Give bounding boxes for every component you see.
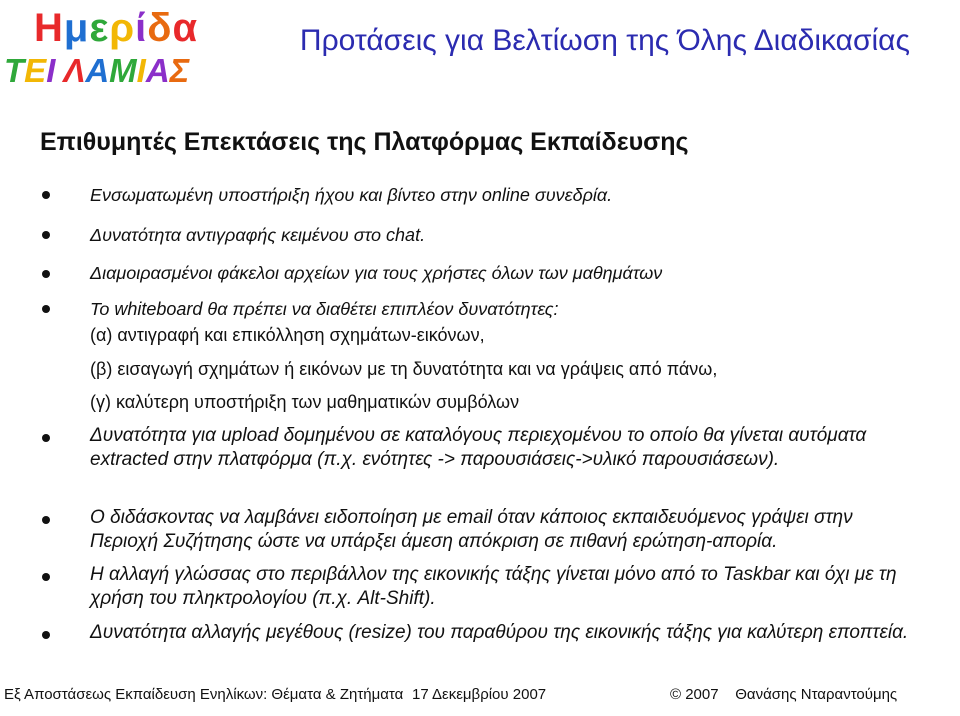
bullet-dot [42, 573, 50, 581]
footer-copyright: © 2007 Θανάσης Νταραντούμης [670, 686, 898, 703]
slide-title: Προτάσεις για Βελτίωση της Όλης Διαδικασίας [299, 24, 910, 57]
list-item-language: Η αλλαγή γλώσσας στο περιβάλλον της εικονικής τάξης γίνεται μόνο από το Taskbar και όχι με τη χρήση του πληκτρολογίου (π.χ. Alt-Shift). [90, 564, 897, 609]
section-heading: Επιθυμητές Επεκτάσεις της Πλατφόρμας Εκπαίδευσης [40, 128, 689, 156]
list-item-email-notify: Ο διδάσκοντας να λαμβάνει ειδοποίηση με email όταν κάποιος εκπαιδευόμενος γράψει στην Περιοχή Συζήτησης ώστε να υπάρξει άμεση απόκριση σε πιθανή ερώτηση-απορία. [90, 507, 853, 552]
logo-bottom-text: ΤΕΙ ΛΑΜΙΑΣ [4, 52, 190, 89]
list-item-av-support: Ενσωματωμένη υποστήριξη ήχου και βίντεο στην online συνεδρία. [90, 185, 613, 205]
list-item-shared-folders: Διαμοιρασμένοι φάκελοι αρχείων για τους χρήστες όλων των μαθημάτων [90, 263, 663, 283]
event-logo [4, 6, 254, 90]
footer-date: 17 Δεκεμβρίου 2007 [412, 686, 547, 703]
bullet-dot [42, 434, 50, 442]
list-item-chat-copy: Δυνατότητα αντιγραφής κειμένου στο chat. [90, 225, 426, 245]
bullet-dot [42, 231, 50, 239]
bullet-dot [42, 191, 50, 199]
bullet-dot [42, 516, 50, 524]
bullet-dot [42, 270, 50, 278]
list-item-whiteboard: Το whiteboard θα πρέπει να διαθέτει επιπλέον δυνατότητες: [90, 299, 559, 319]
bullet-dot [42, 305, 50, 313]
list-item-upload: Δυνατότητα για upload δομημένου σε καταλόγους περιεχομένου το οποίο θα γίνεται αυτόματα extracted στην πλατφόρμα (π.χ. ενότητες -> παρουσιάσεις->υλικό παρουσιάσεων). [90, 425, 867, 470]
sub-item-c: (γ) καλύτερη υποστήριξη των μαθηματικών συμβόλων [90, 392, 520, 412]
sub-item-b: (β) εισαγωγή σχημάτων ή εικόνων με τη δυνατότητα και να γράψεις από πάνω, [90, 359, 718, 379]
sub-item-a: (α) αντιγραφή και επικόλληση σχημάτων-εικόνων, [90, 325, 485, 345]
bullet-dot [42, 631, 50, 639]
logo-top-text: Ημερίδα [34, 6, 199, 50]
list-item-resize: Δυνατότητα αλλαγής μεγέθους (resize) του παραθύρου της εικονικής τάξης για καλύτερη εποπτεία. [90, 622, 909, 643]
footer-course-title: Εξ Αποστάσεως Εκπαίδευση Ενηλίκων: Θέματα & Ζητήματα [4, 686, 404, 703]
